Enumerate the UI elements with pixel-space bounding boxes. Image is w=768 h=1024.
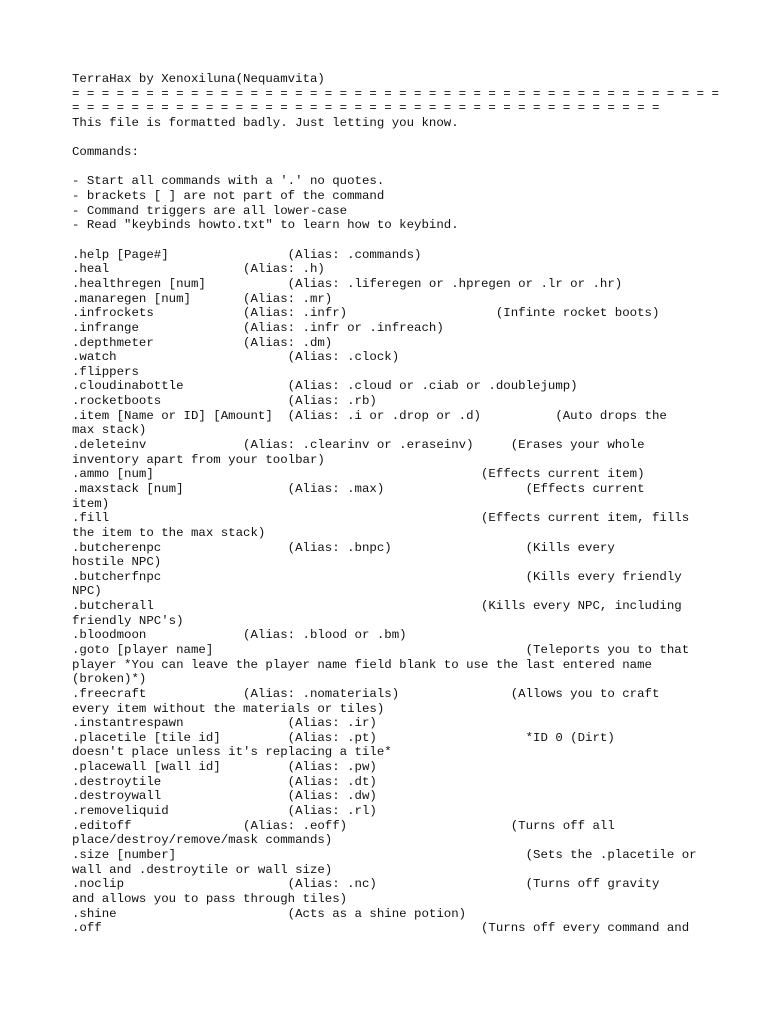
text-line: doesn't place unless it's replacing a tile* [72, 745, 392, 760]
text-line: .infrange (Alias: .infr or .infreach) [72, 320, 444, 335]
text-line: = = = = = = = = = = = = = = = = = = = = = = = = = = = = = = = = = = = = = = = = = = = = [72, 86, 719, 101]
text-line: .shine (Acts as a shine potion) [72, 906, 467, 921]
text-line: .item [Name or ID] [Amount] (Alias: .i or .drop or .d) (Auto drops the [72, 408, 667, 423]
text-line: .heal (Alias: .h) [72, 262, 325, 277]
text-line [72, 233, 712, 248]
text-line: the item to the max stack) [72, 525, 266, 540]
text-line: .deleteinv (Alias: .clearinv or .eraseinv) (Erases your whole [72, 438, 645, 453]
text-line: .depthmeter (Alias: .dm) [72, 335, 333, 350]
text-line: .off (Turns off every command and [72, 921, 690, 936]
text-line: .butcherall (Kills every NPC, including [72, 599, 682, 614]
text-line: .destroytile (Alias: .dt) [72, 774, 377, 789]
text-line: .infrockets (Alias: .infr) (Infinte rocket boots) [72, 306, 660, 321]
text-line: .fill (Effects current item, fills [72, 511, 690, 526]
text-line: .cloudinabottle (Alias: .cloud or .ciab or .doublejump) [72, 379, 578, 394]
text-line: .butcherenpc (Alias: .bnpc) (Kills every [72, 540, 615, 555]
text-line: .flippers [72, 364, 139, 379]
text-line: wall and .destroytile or wall size) [72, 862, 333, 877]
text-line: .goto [player name] (Teleports you to that [72, 642, 690, 657]
text-line: .placetile [tile id] (Alias: .pt) *ID 0 (Dirt) [72, 730, 615, 745]
text-line: .size [number] (Sets the .placetile or [72, 847, 697, 862]
text-line: TerraHax by Xenoxiluna(Nequamvita) [72, 72, 325, 86]
text-line: - Start all commands with a '.' no quotes. [72, 174, 385, 189]
text-line: inventory apart from your toolbar) [72, 452, 325, 467]
text-line: item) [72, 496, 110, 511]
text-line: .ammo [num] (Effects current item) [72, 467, 645, 482]
text-line: .noclip (Alias: .nc) (Turns off gravity [72, 877, 660, 892]
text-line: - Read "keybinds howto.txt" to learn how to keybind. [72, 218, 459, 233]
text-line: hostile NPC) [72, 555, 162, 570]
text-line: .editoff (Alias: .eoff) (Turns off all [72, 818, 615, 833]
text-line: = = = = = = = = = = = = = = = = = = = = = = = = = = = = = = = = = = = = = = = = [72, 101, 660, 116]
text-line: .rocketboots (Alias: .rb) [72, 394, 377, 409]
text-line: .maxstack [num] (Alias: .max) (Effects current [72, 481, 645, 496]
text-line: Commands: [72, 145, 139, 160]
text-line: place/destroy/remove/mask commands) [72, 833, 333, 848]
text-line: .freecraft (Alias: .nomaterials) (Allows you to craft [72, 686, 660, 701]
text-line: .butcherfnpc (Kills every friendly [72, 569, 682, 584]
text-line: NPC) [72, 584, 102, 599]
text-line: This file is formatted badly. Just letting you know. [72, 115, 459, 130]
text-line: every item without the materials or tiles) [72, 701, 385, 716]
document-page [72, 72, 719, 936]
text-line: - brackets [ ] are not part of the command [72, 189, 385, 204]
text-line [72, 131, 712, 146]
text-line: .removeliquid (Alias: .rl) [72, 804, 377, 819]
text-line: .healthregen [num] (Alias: .liferegen or .hpregen or .lr or .hr) [72, 276, 623, 291]
text-line: .manaregen [num] (Alias: .mr) [72, 291, 333, 306]
text-line: - Command triggers are all lower-case [72, 203, 348, 218]
text-line: .placewall [wall id] (Alias: .pw) [72, 760, 377, 775]
text-line: player *You can leave the player name field blank to use the last entered name [72, 657, 652, 672]
text-line: max stack) [72, 423, 147, 438]
text-line: .destroywall (Alias: .dw) [72, 789, 377, 804]
text-line: .watch (Alias: .clock) [72, 350, 400, 365]
text-line: (broken)*) [72, 672, 147, 687]
text-line: and allows you to pass through tiles) [72, 891, 348, 906]
text-line: friendly NPC's) [72, 613, 184, 628]
text-line: .bloodmoon (Alias: .blood or .bm) [72, 628, 407, 643]
text-line: .help [Page#] (Alias: .commands) [72, 247, 422, 262]
text-line [72, 160, 712, 175]
text-line: .instantrespawn (Alias: .ir) [72, 716, 377, 731]
